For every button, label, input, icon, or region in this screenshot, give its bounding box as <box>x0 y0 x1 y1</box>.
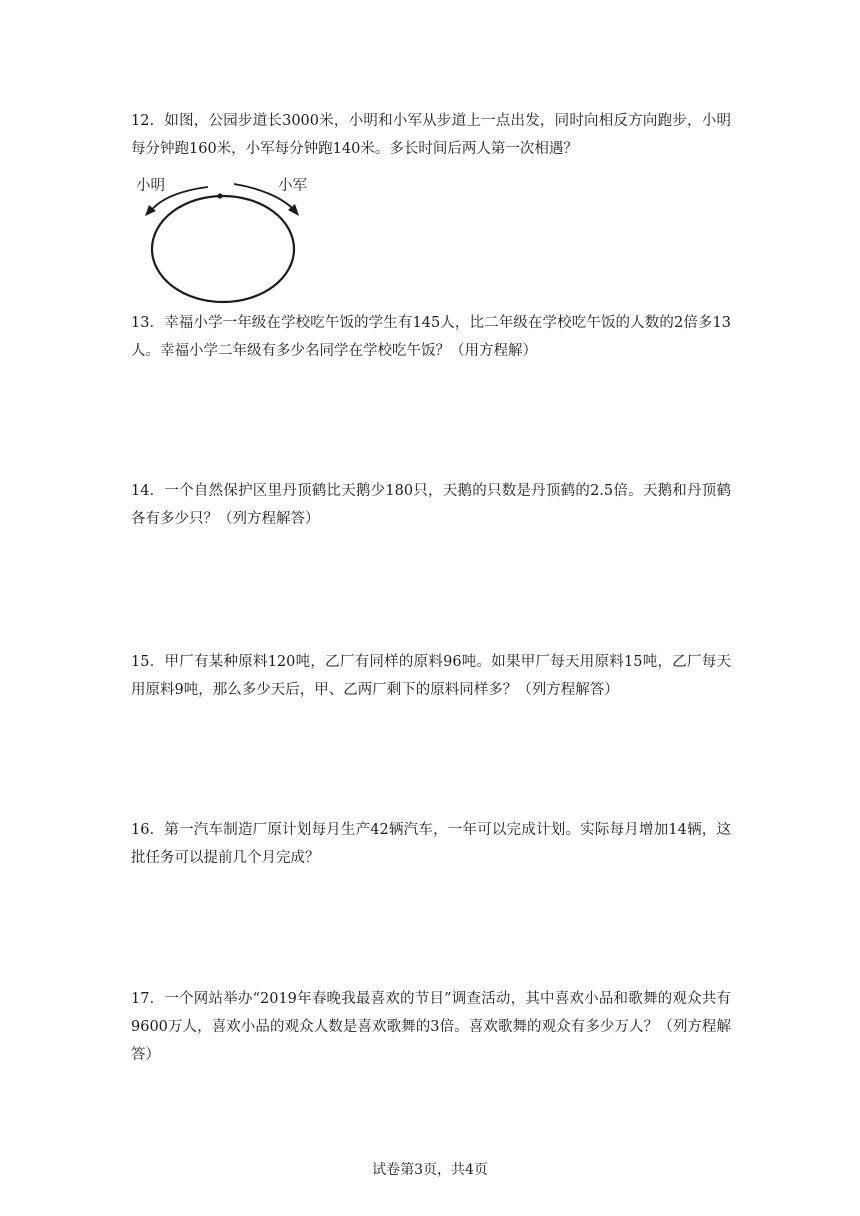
question-12: 12．如图，公园步道长3000米，小明和小军从步道上一点出发，同时向相反方向跑步，小明每分钟跑160米，小军每分钟跑140米。多长时间后两人第一次相遇？ <box>131 113 731 157</box>
label-xiaoming: 小明 <box>136 178 165 194</box>
question-13: 13．幸福小学一年级在学校吃午饭的学生有145人，比二年级在学校吃午饭的人数的2倍多13人。幸福小学二年级有多少名同学在学校吃午饭？（用方程解） <box>131 315 731 359</box>
question-14: 14．一个自然保护区里丹顶鹤比天鹅少180只，天鹅的只数是丹顶鹤的2.5倍。天鹅和丹顶鹤各有多少只？（列方程解答） <box>131 483 731 527</box>
track-ellipse-graphic <box>128 172 318 306</box>
track-ellipse <box>152 196 294 302</box>
start-point <box>217 193 222 198</box>
question-16: 16．第一汽车制造厂原计划每月生产42辆汽车，一年可以完成计划。实际每月增加14辆，这批任务可以提前几个月完成？ <box>131 822 731 866</box>
question-17: 17．一个网站举办“2019年春晚我最喜欢的节目”调查活动，其中喜欢小品和歌舞的观众共有9600万人，喜欢小品的观众人数是喜欢歌舞的3倍。喜欢歌舞的观众有多少万人？（列方程解答） <box>131 991 731 1063</box>
label-xiaojun: 小军 <box>278 178 307 194</box>
track-diagram <box>128 172 318 306</box>
question-15: 15．甲厂有某种原料120吨，乙厂有同样的原料96吨。如果甲厂每天用原料15吨，乙厂每天用原料9吨，那么多少天后，甲、乙两厂剩下的原料同样多？（列方程解答） <box>131 654 731 698</box>
page-footer: 试卷第3页，共4页 <box>372 1162 488 1178</box>
